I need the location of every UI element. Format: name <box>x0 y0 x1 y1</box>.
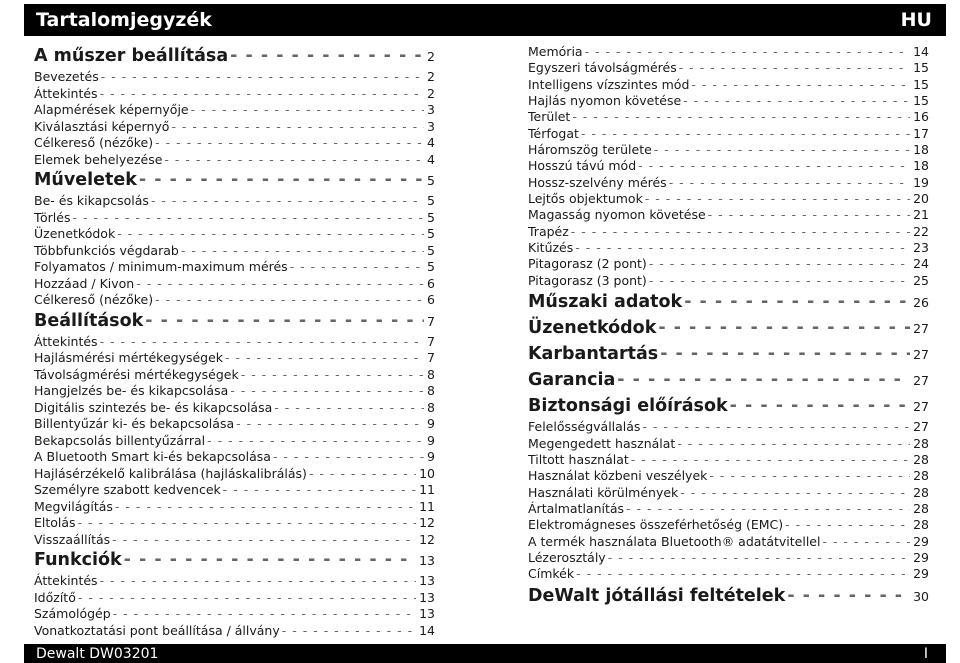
toc-entry-label: Lézerosztály <box>528 549 606 565</box>
toc-dot-leader <box>708 207 910 223</box>
toc-page-number: 20 <box>913 191 929 207</box>
toc-section-entry[interactable] <box>34 44 435 69</box>
toc-section-entry[interactable] <box>528 341 929 367</box>
toc-entry-label: Időzítő <box>34 589 76 605</box>
toc-entry-label: Trapéz <box>528 223 569 239</box>
toc-entry-label: Terület <box>528 109 571 125</box>
toc-entry-label: Eltolás <box>34 515 76 530</box>
toc-entry-label: Megvilágítás <box>34 498 113 514</box>
toc-subsection-entry[interactable] <box>528 256 929 272</box>
toc-page-number: 29 <box>913 566 929 582</box>
toc-dot-leader <box>236 416 424 433</box>
toc-dot-leader <box>115 499 416 516</box>
toc-page-number: 9 <box>427 449 435 464</box>
toc-subsection-entry[interactable] <box>34 276 435 293</box>
toc-entry-label: Felelősségvállalás <box>528 419 641 435</box>
toc-dot-leader <box>575 240 910 256</box>
toc-dot-leader <box>223 482 416 499</box>
toc-entry-label: Célkereső (nézőke) <box>34 292 154 307</box>
toc-page-number: 6 <box>427 292 435 307</box>
toc-dot-leader <box>730 393 910 419</box>
toc-dot-leader <box>274 400 424 417</box>
toc-page-number: 8 <box>427 383 435 398</box>
toc-entry-label: Hajlásérzékelő kalibrálása (hajláskalibrálás) <box>34 465 307 481</box>
toc-entry-label: Hangjelzés be- és kikapcsolása <box>34 383 229 398</box>
toc-page-number: 16 <box>913 109 929 125</box>
toc-dot-leader <box>100 334 424 351</box>
toc-subsection-entry[interactable] <box>34 367 435 384</box>
toc-page-number: 27 <box>913 419 929 435</box>
toc-section-entry[interactable] <box>528 393 929 419</box>
toc-entry-label: Hosszú távú mód <box>528 158 637 174</box>
toc-page-number: 7 <box>427 333 435 349</box>
toc-page-number: 17 <box>913 125 929 141</box>
toc-entry-label: Karbantartás <box>528 344 659 365</box>
toc-entry-label: A műszer beállítása <box>34 46 229 66</box>
toc-page-number: 11 <box>419 498 435 514</box>
toc-page-number: 21 <box>913 207 929 223</box>
toc-page-number: 15 <box>913 93 929 109</box>
toc-right-column <box>528 44 929 609</box>
toc-dot-leader <box>151 193 424 210</box>
toc-page-number: 5 <box>427 209 435 225</box>
toc-page-number: 7 <box>427 350 435 365</box>
toc-subsection-entry[interactable] <box>34 226 435 243</box>
toc-entry-label: Hajlásmérési mértékegységek <box>34 350 224 365</box>
toc-subsection-entry[interactable] <box>34 482 435 499</box>
toc-entry-label: Lejtős objektumok <box>528 191 643 207</box>
toc-page-number: 26 <box>913 295 929 311</box>
toc-page-number: 12 <box>419 515 435 530</box>
toc-entry-label: Hozzáad / Kivon <box>34 275 135 291</box>
toc-subsection-entry[interactable] <box>528 191 929 207</box>
toc-entry-label: A termék használata Bluetooth® adatátvitellel <box>528 533 821 549</box>
toc-dot-leader <box>642 419 910 435</box>
toc-section-entry[interactable] <box>34 309 435 334</box>
toc-page-number: 3 <box>427 102 435 117</box>
toc-dot-leader <box>139 168 424 193</box>
toc-dot-leader <box>155 135 424 152</box>
toc-dot-leader <box>626 501 910 517</box>
toc-dot-leader <box>164 152 424 169</box>
toc-dot-leader <box>645 191 910 207</box>
toc-dot-leader <box>230 44 424 69</box>
toc-subsection-entry[interactable] <box>34 606 435 623</box>
toc-dot-leader <box>241 367 424 384</box>
toc-page-number: 27 <box>913 399 929 415</box>
toc-section-entry[interactable] <box>528 289 929 315</box>
toc-subsection-entry[interactable] <box>34 193 435 210</box>
toc-subsection-entry[interactable] <box>34 152 435 169</box>
toc-entry-label: Garancia <box>528 370 616 391</box>
toc-page-number: 9 <box>427 416 435 431</box>
toc-dot-leader <box>658 315 910 341</box>
toc-page-number: 8 <box>427 399 435 415</box>
toc-subsection-entry[interactable] <box>528 566 929 582</box>
toc-page-number: 23 <box>913 240 929 256</box>
toc-subsection-entry[interactable] <box>528 224 929 240</box>
toc-page-number: 2 <box>427 69 435 84</box>
toc-entry-label: Hajlás nyomon követése <box>528 93 682 109</box>
toc-dot-leader <box>282 623 416 640</box>
toc-dot-leader <box>581 126 910 142</box>
toc-entry-label: DeWalt jótállási feltételek <box>528 585 786 606</box>
toc-subsection-entry[interactable] <box>34 350 435 367</box>
toc-entry-label: Térfogat <box>528 125 579 141</box>
page-title: Tartalomjegyzék <box>36 9 212 31</box>
toc-page-number: 11 <box>419 482 435 497</box>
toc-entry-label: Hossz-szelvény mérés <box>528 174 667 190</box>
toc-dot-leader <box>273 449 424 466</box>
toc-subsection-entry[interactable] <box>34 590 435 607</box>
toc-page-number: 22 <box>913 223 929 239</box>
toc-dot-leader <box>100 573 417 590</box>
toc-subsection-entry[interactable] <box>528 77 929 93</box>
toc-entry-label: Egyszeri távolságmérés <box>528 60 677 76</box>
toc-page-number: 5 <box>427 226 435 241</box>
toc-page-number: 10 <box>419 465 435 481</box>
toc-dot-leader <box>608 550 910 566</box>
toc-entry-label: Pitagorasz (2 pont) <box>528 256 647 272</box>
toc-page-number: 12 <box>419 531 435 547</box>
toc-page-number: 2 <box>427 49 435 64</box>
toc-dot-leader <box>78 590 416 607</box>
toc-entry-label: Billentyűzár ki- és bekapcsolása <box>34 416 235 431</box>
toc-dot-leader <box>191 102 424 119</box>
toc-left-column <box>34 44 435 639</box>
toc-entry-label: Bevezetés <box>34 69 99 84</box>
toc-entry-label: Üzenetkódok <box>34 226 116 241</box>
toc-subsection-entry[interactable] <box>528 142 929 158</box>
toc-page-number: 13 <box>419 606 435 621</box>
toc-page-number: 19 <box>913 174 929 190</box>
toc-subsection-entry[interactable] <box>528 207 929 223</box>
toc-dot-leader <box>787 583 910 609</box>
toc-page-number: 9 <box>427 432 435 448</box>
toc-page-number: 4 <box>427 151 435 167</box>
model-name: Dewalt DW03201 <box>36 645 159 662</box>
toc-page-number: 3 <box>427 118 435 134</box>
toc-dot-leader <box>124 548 416 573</box>
toc-entry-label: Törlés <box>34 209 71 225</box>
toc-dot-leader <box>290 259 424 276</box>
toc-subsection-entry[interactable] <box>528 175 929 191</box>
toc-dot-leader <box>709 468 910 484</box>
toc-entry-label: Számológép <box>34 606 111 621</box>
toc-entry-label: Digitális szintezés be- és kikapcsolása <box>34 399 273 415</box>
toc-subsection-entry[interactable] <box>528 93 929 109</box>
toc-dot-leader <box>654 142 910 158</box>
toc-page-number: 13 <box>419 553 435 568</box>
toc-dot-leader <box>101 69 424 86</box>
toc-entry-label: Használati körülmények <box>528 484 679 500</box>
toc-page-number: 27 <box>913 347 929 363</box>
toc-page-number: 2 <box>427 85 435 101</box>
toc-page-number: 14 <box>419 622 435 638</box>
toc-entry-label: Ártalmatlanítás <box>528 500 625 516</box>
toc-page-number: 15 <box>913 60 929 76</box>
toc-entry-label: Háromszög területe <box>528 142 652 158</box>
toc-subsection-entry[interactable] <box>34 292 435 309</box>
toc-subsection-entry[interactable] <box>34 69 435 86</box>
toc-subsection-entry[interactable] <box>528 158 929 174</box>
toc-page-number: 14 <box>913 44 929 59</box>
language-code: HU <box>900 9 932 31</box>
toc-dot-leader <box>207 433 424 450</box>
toc-section-entry[interactable] <box>34 548 435 573</box>
toc-dot-leader <box>649 256 910 272</box>
toc-subsection-entry[interactable] <box>528 273 929 289</box>
toc-subsection-entry[interactable] <box>528 452 929 468</box>
toc-subsection-entry[interactable] <box>528 517 929 533</box>
toc-dot-leader <box>684 289 910 315</box>
toc-subsection-entry[interactable] <box>528 419 929 435</box>
toc-entry-label: Be- és kikapcsolás <box>34 193 149 208</box>
toc-section-entry[interactable] <box>528 367 929 393</box>
toc-entry-label: Vonatkoztatási pont beállítása / állvány <box>34 622 280 638</box>
toc-dot-leader <box>683 93 910 109</box>
toc-subsection-entry[interactable] <box>528 534 929 550</box>
toc-entry-label: Műveletek <box>34 170 137 190</box>
toc-subsection-entry[interactable] <box>34 119 435 136</box>
toc-dot-leader <box>669 175 910 191</box>
toc-dot-leader <box>78 515 417 532</box>
toc-dot-leader <box>576 566 910 582</box>
toc-entry-label: Tiltott használat <box>528 451 629 467</box>
toc-dot-leader <box>155 292 424 309</box>
toc-subsection-entry[interactable] <box>528 436 929 452</box>
toc-dot-leader <box>100 86 424 103</box>
toc-dot-leader <box>679 60 910 76</box>
footer-bar <box>24 644 946 663</box>
toc-dot-leader <box>113 606 416 623</box>
toc-dot-leader <box>117 226 424 243</box>
toc-subsection-entry[interactable] <box>34 102 435 119</box>
toc-page-number: 18 <box>913 142 929 158</box>
toc-dot-leader <box>136 276 424 293</box>
toc-dot-leader <box>181 243 424 260</box>
toc-dot-leader <box>572 109 910 125</box>
toc-page-number: 30 <box>913 588 929 604</box>
toc-subsection-entry[interactable] <box>34 135 435 152</box>
toc-entry-label: Folyamatos / minimum-maximum mérés <box>34 259 288 274</box>
toc-subsection-entry[interactable] <box>528 109 929 125</box>
toc-subsection-entry[interactable] <box>528 240 929 256</box>
toc-subsection-entry[interactable] <box>34 243 435 260</box>
toc-subsection-entry[interactable] <box>34 400 435 417</box>
toc-dot-leader <box>660 341 910 367</box>
toc-subsection-entry[interactable] <box>528 60 929 76</box>
toc-entry-label: Visszaállítás <box>34 531 111 547</box>
toc-page-number: 13 <box>419 589 435 605</box>
toc-dot-leader <box>677 436 910 452</box>
toc-subsection-entry[interactable] <box>34 449 435 466</box>
toc-dot-leader <box>617 367 910 393</box>
toc-subsection-entry[interactable] <box>34 416 435 433</box>
toc-subsection-entry[interactable] <box>34 515 435 532</box>
toc-subsection-entry[interactable] <box>34 334 435 351</box>
toc-page-number: 29 <box>913 549 929 565</box>
toc-entry-label: Biztonsági előírások <box>528 396 728 417</box>
toc-subsection-entry[interactable] <box>528 126 929 142</box>
toc-page-number: 25 <box>913 272 929 288</box>
toc-dot-leader <box>309 466 416 483</box>
toc-entry-label: Személyre szabott kedvencek <box>34 482 221 497</box>
toc-entry-label: Többfunkciós végdarab <box>34 242 179 258</box>
toc-entry-label: Kitűzés <box>528 240 574 256</box>
toc-entry-label: Célkereső (nézőke) <box>34 135 154 150</box>
toc-page-number: 28 <box>913 451 929 467</box>
toc-page-number: 24 <box>913 256 929 272</box>
toc-page-number: 18 <box>913 158 929 174</box>
toc-page-number: 6 <box>427 275 435 291</box>
toc-entry-label: Áttekintés <box>34 85 98 101</box>
toc-subsection-entry[interactable] <box>528 550 929 566</box>
toc-entry-label: Pitagorasz (3 pont) <box>528 272 647 288</box>
header-bar <box>24 4 946 36</box>
toc-dot-leader <box>171 119 424 136</box>
toc-dot-leader <box>691 77 910 93</box>
toc-entry-label: Üzenetkódok <box>528 318 657 339</box>
toc-entry-label: Használat közbeni veszélyek <box>528 468 708 484</box>
toc-dot-leader <box>649 273 910 289</box>
toc-page-number: 15 <box>913 76 929 92</box>
toc-subsection-entry[interactable] <box>528 468 929 484</box>
toc-section-entry[interactable] <box>528 315 929 341</box>
toc-subsection-entry[interactable] <box>528 485 929 501</box>
toc-entry-label: Műszaki adatok <box>528 292 683 313</box>
toc-page-number: 5 <box>427 193 435 208</box>
toc-dot-leader <box>785 517 910 533</box>
toc-entry-label: Áttekintés <box>34 333 98 349</box>
toc-subsection-entry[interactable] <box>528 501 929 517</box>
toc-page-number: 5 <box>427 173 435 188</box>
toc-page-number: 27 <box>913 321 929 337</box>
toc-entry-label: Kiválasztási képernyő <box>34 118 170 134</box>
toc-section-entry[interactable] <box>528 583 929 609</box>
toc-entry-label: Funkciók <box>34 550 122 570</box>
toc-dot-leader <box>230 383 424 400</box>
toc-entry-label: Memória <box>528 44 583 59</box>
toc-entry-label: Elemek behelyezése <box>34 151 163 167</box>
toc-page-number: 5 <box>427 259 435 274</box>
toc-page-number: 13 <box>419 573 435 588</box>
toc-entry-label: Beállítások <box>34 310 144 331</box>
toc-subsection-entry[interactable] <box>34 86 435 103</box>
toc-subsection-entry[interactable] <box>34 466 435 483</box>
toc-dot-leader <box>631 452 910 468</box>
toc-page-number: 27 <box>913 373 929 389</box>
toc-page-number: 28 <box>913 500 929 516</box>
toc-dot-leader <box>585 44 911 60</box>
toc-page-number: 29 <box>913 533 929 549</box>
toc-page-number: 28 <box>913 484 929 500</box>
toc-subsection-entry[interactable] <box>34 210 435 227</box>
toc-page-number: 28 <box>913 517 929 533</box>
toc-entry-label: Távolságmérési mértékegységek <box>34 366 239 382</box>
toc-entry-label: Intelligens vízszintes mód <box>528 76 690 92</box>
toc-subsection-entry[interactable] <box>34 499 435 516</box>
toc-subsection-entry[interactable] <box>34 433 435 450</box>
toc-page-number: 5 <box>427 242 435 258</box>
toc-subsection-entry[interactable] <box>34 573 435 590</box>
toc-dot-leader <box>225 350 424 367</box>
toc-entry-label: Bekapcsolás billentyűzárral <box>34 432 206 448</box>
toc-dot-leader <box>112 532 416 549</box>
toc-subsection-entry[interactable] <box>34 623 435 640</box>
toc-page-number: 28 <box>913 435 929 451</box>
toc-dot-leader <box>145 309 424 334</box>
toc-entry-label: A Bluetooth Smart ki-és bekapcsolása <box>34 449 271 464</box>
toc-section-entry[interactable] <box>34 168 435 193</box>
toc-dot-leader <box>571 224 910 240</box>
toc-dot-leader <box>72 210 424 227</box>
toc-subsection-entry[interactable] <box>34 383 435 400</box>
toc-subsection-entry[interactable] <box>528 44 929 60</box>
toc-page-number: 7 <box>427 313 435 329</box>
page-number: I <box>923 645 928 662</box>
toc-entry-label: Magasság nyomon követése <box>528 207 706 223</box>
toc-subsection-entry[interactable] <box>34 259 435 276</box>
toc-dot-leader <box>638 158 910 174</box>
toc-entry-label: Áttekintés <box>34 573 98 588</box>
toc-entry-label: Alapmérések képernyője <box>34 102 189 117</box>
toc-entry-label: Elektromágneses összeférhetőség (EMC) <box>528 517 784 533</box>
toc-page-number: 4 <box>427 135 435 150</box>
toc-dot-leader <box>822 534 910 550</box>
toc-entry-label: Megengedett használat <box>528 435 676 451</box>
toc-dot-leader <box>680 485 910 501</box>
toc-entry-label: Címkék <box>528 566 575 582</box>
toc-page-number: 28 <box>913 468 929 484</box>
toc-subsection-entry[interactable] <box>34 532 435 549</box>
toc-page-number: 8 <box>427 366 435 382</box>
